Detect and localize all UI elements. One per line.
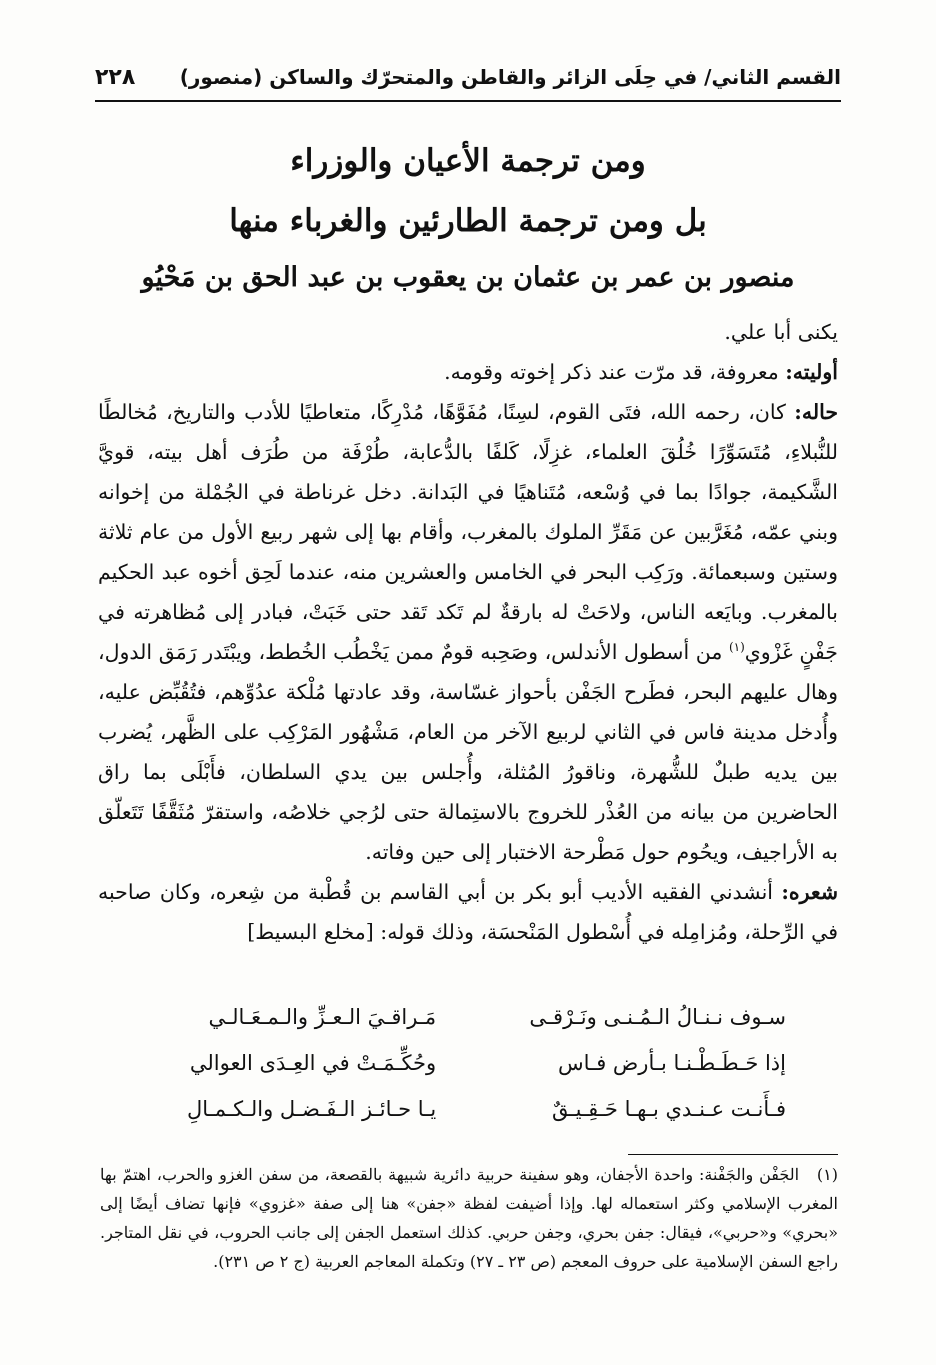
verse-first-hemistich: إذا حَـطَـطْـنـا بـأرض فـاس xyxy=(558,1051,786,1075)
section-title-2: بل ومن ترجمة الطارئين والغرباء منها xyxy=(229,203,707,239)
poem xyxy=(150,994,786,1132)
kunya-text: يكنى أبا علي. xyxy=(724,320,838,344)
hal-paragraph xyxy=(98,392,838,872)
poem-verse xyxy=(150,1086,786,1132)
footnote-reference[interactable]: (١) xyxy=(728,640,745,655)
hal-text-part-1: كان، رحمه الله، فتَى القوم، لسِنًا، مُفَوَّهًا، مُدْرِكًا، متعاطيًا للأدب والتاريخ، مُخالطًا للنُّبلاءِ، مُتَسَوِّرًا خُلُقَ العلماء، غزِلًا، كَلفًا بالدُّعابة، طُرْفَة من طُرَف أهل بيته، قويَّ الشَّكيمة، جوادًا بما في وُسْعه، مُتَناهيًا في البَدانة. دخل غرناطة في الجُمْلة من إخوانه وبني عمّه، مُغَرَّبين عن مَقَرِّ الملوك بالمغرب، وأقام بها إلى شهر ربيع الأول من عام ثلاثة وستين وسبعمائة. ورَكِب البحر في الخامس والعشرين منه، عندما لَحِق أخوه عبد الحكيم بالمغرب. وبايَعه الناس، ولاحَتْ له بارقةٌ لم تَكد تَقد حتى خَبَتْ، فبادر إلى مُظاهرته في جَفْنٍ غَزْوي xyxy=(98,400,838,664)
section-title-1: ومن ترجمة الأعيان والوزراء xyxy=(290,143,646,179)
verse-second-hemistich: وحُكِّـمَـتْ في العِـدَى العوالي xyxy=(189,1051,437,1075)
main-text xyxy=(98,312,838,952)
footnote-divider xyxy=(628,1154,838,1155)
awwaliyya-text: معروفة، قد مرّت عند ذكر إخوته وقومه. xyxy=(444,360,779,384)
biography-subject-name: منصور بن عمر بن عثمان بن يعقوب بن عبد الحق بن مَحْيُو xyxy=(141,262,795,293)
verse-second-hemistich: مَـراقـيَ الـعـزِّ والـمـعَـالـي xyxy=(208,1005,437,1029)
poem-verse xyxy=(150,994,786,1040)
footnote xyxy=(100,1160,838,1276)
awwaliyya-label: أوليته: xyxy=(785,360,838,384)
hal-text-part-2: من أسطول الأندلس، وصَحِبه قومٌ ممن يَخْطُب الخُطط، ويبْتَدر رَمَق الدول، وهال عليهم البحر، فطَرح الجَفْن بأحواز غسّاسة، وقد عادتها مُلْكة عدُوِّهم، فتُقُبِّض عليه، وأُدخل مدينة فاس في الثاني لربيع الآخر من العام، مَشْهُور المَرْكِب على الظَّهر، يُضرب بين يديه طبلٌ للشُّهرة، وناقورُ المُثلة، وأُجلس بين يدي السلطان، فأَبْلَى بما راق الحاضرين من بيانه من العُذْر للخروج بالاستِمالة حتى لرُجي خلاصُه، واستقرّ مُثَقَّفًا تَتَعلّق به الأراجيف، ويحُوم حول مَطْرحة الاختبار إلى حين وفاته. xyxy=(98,640,838,864)
section-titles xyxy=(95,132,841,250)
running-title: القسم الثاني/ في حِلَى الزائر والقاطن والمتحرّك والساكن (منصور) xyxy=(179,65,841,89)
footnote-marker: (١) xyxy=(816,1165,838,1184)
verse-second-hemistich: يـا حـائـز الـفَـضـل والـكـمـالِ xyxy=(186,1097,437,1121)
shir-label: شعره: xyxy=(781,880,838,904)
poem-verse xyxy=(150,1040,786,1086)
awwaliyya-paragraph xyxy=(98,352,838,392)
footnotes xyxy=(100,1160,838,1276)
page-header xyxy=(95,54,841,102)
footnote-text: الجَفْن والجَفْنة: واحدة الأجفان، وهو سفينة حربية دائرية شبيهة بالقصعة، من سفن الغزو والحرب، اهتمّ بها المغرب الإسلامي وكثر استعماله لها. وإذا أضيفت لفظة «جفن» هنا إلى صفة «غزوي» فإنها تضاف أيضًا إلى «بحري» و«حربي»، فيقال: جفن بحري، وجفن حربي. كذلك استعمل الجفن إلى جانب الحروب، في نقل المتاجر. راجع السفن الإسلامية على حروف المعجم (ص ٢٣ ـ ٢٧) وتكملة المعاجم العربية (ج ٢ ص ٢٣١). xyxy=(100,1165,839,1271)
hal-label: حاله: xyxy=(794,400,838,424)
kunya-paragraph xyxy=(98,312,838,352)
shir-text: أنشدني الفقيه الأديب أبو بكر بن أبي القاسم بن قُطْبة من شِعره، وكان صاحبه في الرِّحلة، ومُزامِله في أُسْطول المَنْحسَة، وذلك قوله: [مخلع البسيط] xyxy=(98,880,838,944)
verse-first-hemistich: سـوف نـنـالُ الـمُـنـى ونَـرْقـى xyxy=(529,1005,786,1029)
shir-paragraph xyxy=(98,872,838,952)
verse-first-hemistich: فـأَنـت عـنـدي بـهـا حَـقِـيـقٌ xyxy=(551,1097,786,1121)
page-number: ٢٢٨ xyxy=(95,64,136,90)
